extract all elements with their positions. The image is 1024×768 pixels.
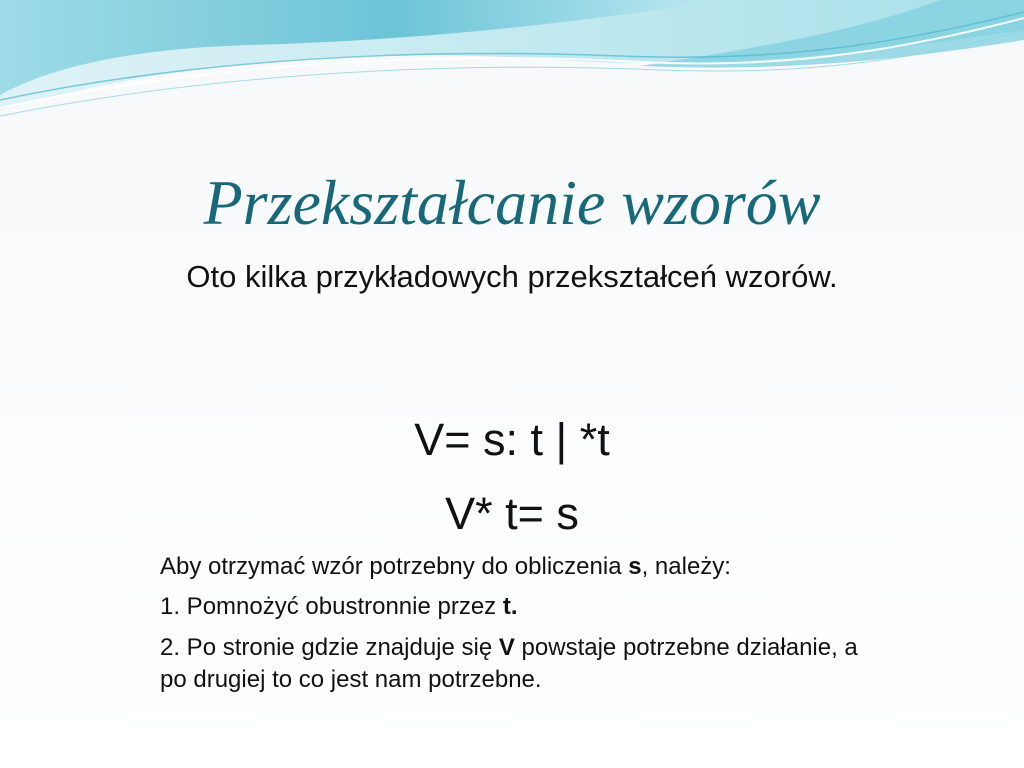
decorative-wave-header [0, 0, 1024, 140]
instruction-intro-tail: , należy: [641, 553, 731, 580]
instruction-intro-bold: s [628, 553, 642, 580]
instruction-step-1-bold: t. [502, 593, 518, 620]
formula-line-1: V= s: t | *t [414, 414, 610, 465]
instruction-step-2-tail: powstaje potrzebne działanie, a po drugiej to co jest nam potrzebne. [160, 634, 858, 693]
instruction-step-2-text: 2. Po stronie gdzie znajduje się [160, 634, 499, 661]
slide-title: Przekształcanie wzorów [203, 167, 821, 238]
instruction-intro [160, 551, 880, 583]
slide-subtitle: Oto kilka przykładowych przekształceń wzorów. [186, 259, 838, 294]
instruction-step-1-text: 1. Pomnożyć obustronnie przez [160, 593, 503, 620]
formula-line-2: V* t= s [445, 488, 579, 539]
instruction-step-2 [160, 632, 880, 696]
instruction-step-1 [160, 591, 880, 623]
instruction-intro-text: Aby otrzymać wzór potrzebny do obliczenia [160, 553, 629, 580]
instruction-step-2-bold: V [498, 634, 515, 661]
